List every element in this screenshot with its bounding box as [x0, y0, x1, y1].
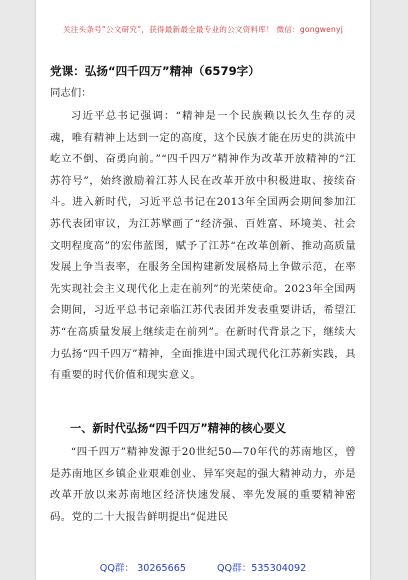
salutation: 同志们： [50, 87, 92, 99]
paragraph: “四千四万”精神发源于20世纪50—70年代的苏南地区，曾是苏南地区乡镇企业艰难创业、异军突起的强大精神动力，亦是改革开放以来苏南地区经济快速发展、率先发展的重要精神密码。党的二十大报告鲜明提出“促进民 [50, 446, 356, 523]
footer [36, 560, 370, 574]
promo-banner: 关注头条号“公文研究”，获得最新最全最专业的公文资料库！ 微信：gongwenyj [62, 25, 344, 34]
document-title: 党课：弘扬“四千四万”精神（6579字） [50, 64, 260, 78]
body-section-1 [50, 442, 356, 528]
footer-qq-group-2: QQ群：535304092 [217, 563, 307, 574]
document-page [36, 0, 370, 580]
body-section-intro [50, 106, 356, 387]
footer-qq-group-1: QQ群： 30265665 [99, 563, 186, 574]
section-heading: 一、新时代弘扬“四千四万”精神的核心要义 [70, 422, 287, 435]
paragraph: 习近平总书记强调：“精神是一个民族赖以长久生存的灵魂，唯有精神上达到一定的高度，这个民族才能在历史的洪流中屹立不倒、奋勇向前。”“四千四万”精神作为改革开放精神的“江苏符号”，始终激励着江苏人民在改革开放中积极进取、接续奋斗。进入新时代，习近平总书记在2013年全国两会期间参加江苏代表团审议，为江苏擘画了“经济强、百姓富、环境美、社会文明程度高”的宏伟蓝图，赋予了江苏“在改革创新、推动高质量发展上争当表率，在服务全国构建新发展格局上争做示范，在率先实现社会主义现代化上走在前列”的光荣使命。2023年全国两会期间，习近平总书记亲临江苏代表团并发表重要讲话，希望江苏“在高质量发展上继续走在前列”。在新时代背景之下，继续大力弘扬“四千四万”精神，全面推进中国式现代化江苏新实践，具有重要的时代价值和现实意义。 [50, 110, 356, 382]
